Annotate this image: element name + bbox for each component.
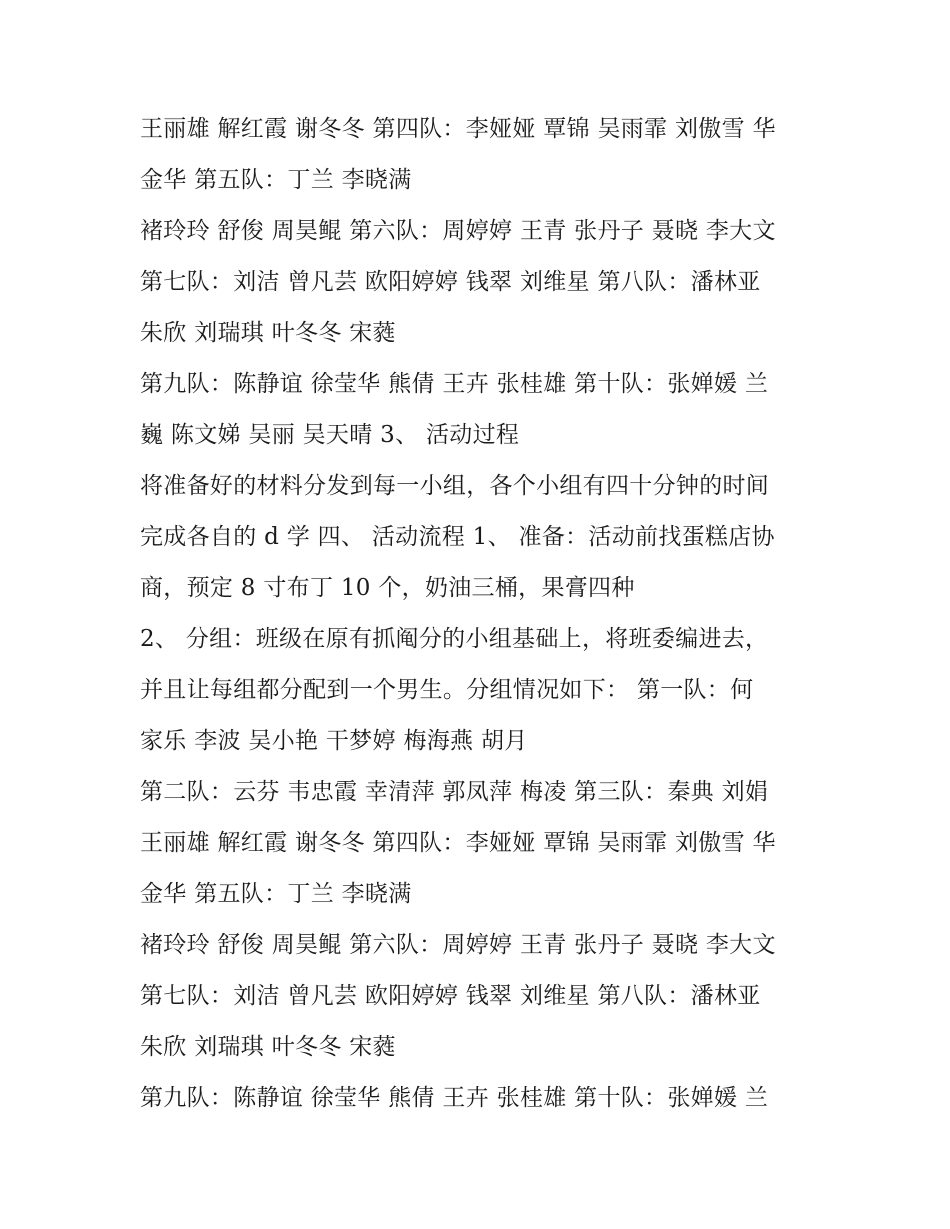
text-line: 朱欣 刘瑞琪 叶冬冬 宋蕤 (140, 1034, 396, 1060)
document-body (140, 104, 830, 1124)
text-line: 2、 分组：班级在原有抓阄分的小组基础上，将班委编进去， (140, 626, 769, 652)
text-line: 王丽雄 解红霞 谢冬冬 第四队：李娅娅 覃锦 吴雨霏 刘傲雪 华 (140, 116, 776, 142)
text-line: 朱欣 刘瑞琪 叶冬冬 宋蕤 (140, 320, 396, 346)
text-line: 第二队：云芬 韦忠霞 幸清萍 郭凤萍 梅凌 第三队：秦典 刘娟 (140, 779, 769, 805)
text-line: 完成各自的 d 学 四、 活动流程 1、 准备：活动前找蛋糕店协 (140, 524, 775, 550)
text-line: 金华 第五队：丁兰 李晓满 (140, 881, 412, 907)
text-line: 王丽雄 解红霞 谢冬冬 第四队：李娅娅 覃锦 吴雨霏 刘傲雪 华 (140, 830, 776, 856)
text-line: 第九队：陈静谊 徐莹华 熊倩 王卉 张桂雄 第十队：张婵媛 兰 (140, 1085, 769, 1111)
text-line: 第七队：刘洁 曾凡芸 欧阳婷婷 钱翠 刘维星 第八队：潘林亚 (140, 269, 761, 295)
text-line: 第七队：刘洁 曾凡芸 欧阳婷婷 钱翠 刘维星 第八队：潘林亚 (140, 983, 761, 1009)
text-line: 褚玲玲 舒俊 周昊鲲 第六队：周婷婷 王青 张丹子 聂晓 李大文 (140, 218, 776, 244)
text-line: 第九队：陈静谊 徐莹华 熊倩 王卉 张桂雄 第十队：张婵媛 兰 (140, 371, 769, 397)
text-line: 家乐 李波 吴小艳 干梦婷 梅海燕 胡月 (140, 728, 528, 754)
text-line: 商，预定 8 寸布丁 10 个，奶油三桶，果膏四种 (140, 575, 635, 601)
text-line: 并且让每组都分配到一个男生。分组情况如下： 第一队：何 (140, 677, 754, 703)
text-line: 金华 第五队：丁兰 李晓满 (140, 167, 412, 193)
text-line: 将准备好的材料分发到每一小组，各个小组有四十分钟的时间 (140, 473, 770, 499)
text-line: 巍 陈文娣 吴丽 吴天晴 3、 活动过程 (140, 422, 520, 448)
text-line: 褚玲玲 舒俊 周昊鲲 第六队：周婷婷 王青 张丹子 聂晓 李大文 (140, 932, 776, 958)
